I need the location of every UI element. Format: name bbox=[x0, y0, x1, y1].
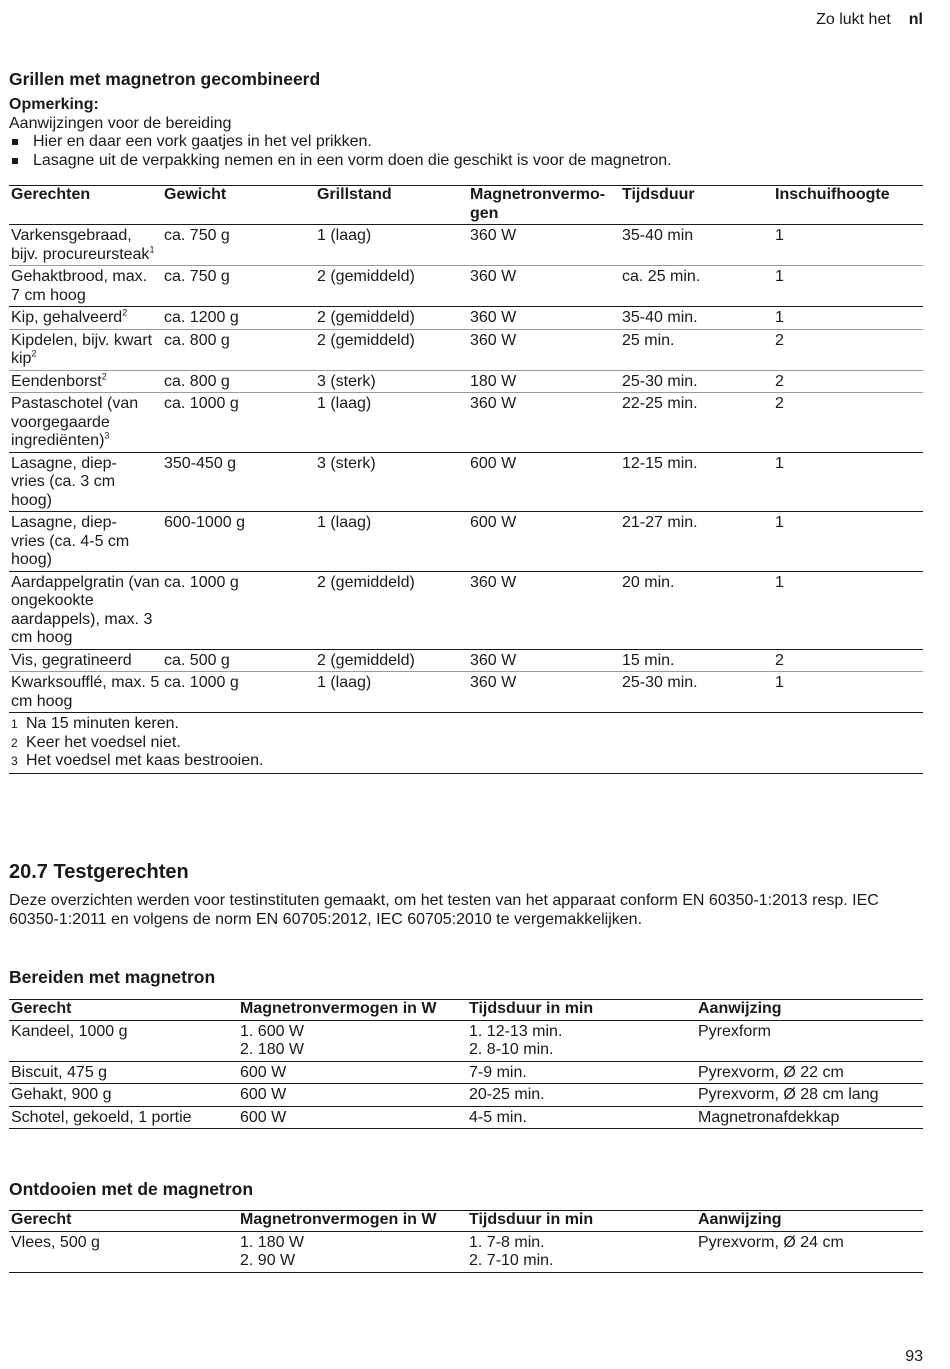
time-cell: 20 min. bbox=[622, 573, 675, 591]
dish-name: Aardappelgratin (van ongekookte aardappels), max. 3 cm hoog bbox=[11, 573, 160, 646]
grill-cell: 3 (sterk) bbox=[317, 454, 376, 472]
footnote-ref: 3 bbox=[104, 430, 110, 441]
time-cell: 12-15 min. bbox=[622, 454, 698, 472]
dish-name: Kwarksoufflé, max. 5 cm hoog bbox=[11, 674, 160, 710]
footnote bbox=[11, 734, 921, 753]
dish-name: Kip, gehalveerd bbox=[11, 309, 123, 326]
defrost-section bbox=[9, 1179, 923, 1199]
level-cell: 2 bbox=[775, 331, 784, 349]
power-cell: 360 W bbox=[470, 395, 517, 412]
weight-cell: 600-1000 g bbox=[164, 514, 245, 531]
weight-cell: ca. 800 g bbox=[164, 331, 230, 349]
page-number: 93 bbox=[905, 1348, 923, 1365]
footnote-mark: 2 bbox=[11, 735, 18, 750]
table-row bbox=[9, 370, 923, 393]
page-header bbox=[816, 11, 923, 30]
column-header: Magnetronvermogen in W bbox=[240, 1211, 437, 1228]
table-row bbox=[9, 329, 923, 370]
level-cell: 2 bbox=[775, 395, 784, 412]
grill-cell: 2 (gemiddeld) bbox=[317, 651, 415, 669]
weight-cell: ca. 800 g bbox=[164, 372, 230, 390]
level-cell: 1 bbox=[775, 674, 784, 691]
dish-cell bbox=[9, 571, 162, 649]
time-cell: 7-9 min. bbox=[469, 1063, 527, 1081]
defrost-table bbox=[9, 1210, 923, 1273]
column-header: Gerecht bbox=[11, 1211, 72, 1228]
table-row bbox=[9, 672, 923, 713]
dish-name: Lasagne, diep- vries (ca. 3 cm hoog) bbox=[11, 454, 117, 509]
table-row bbox=[9, 1061, 923, 1084]
grill-cell: 1 (laag) bbox=[317, 514, 372, 531]
note-bullet: Hier en daar een vork gaatjes in het vel prikken. bbox=[9, 133, 923, 152]
column-header: Magnetronvermo- gen bbox=[470, 186, 606, 222]
column-header: Tijdsduur in min bbox=[469, 1211, 594, 1228]
table-row bbox=[9, 393, 923, 453]
table-row bbox=[9, 1231, 923, 1272]
grill-table-body bbox=[9, 225, 923, 713]
footnote-mark: 3 bbox=[11, 754, 18, 768]
note-cell: Pyrexform bbox=[698, 1022, 771, 1040]
table-row bbox=[9, 307, 923, 330]
table-row bbox=[9, 571, 923, 649]
defrost-table-wrap bbox=[9, 1210, 923, 1273]
dish-cell bbox=[9, 512, 162, 572]
power-cell: 1. 600 W 2. 180 W bbox=[240, 1022, 305, 1058]
footnote-text: Het voedsel met kaas bestrooien. bbox=[26, 752, 264, 769]
weight-cell: ca. 1200 g bbox=[164, 309, 239, 326]
dish-name: Vis, gegratineerd bbox=[11, 651, 132, 669]
dish-cell bbox=[9, 452, 162, 512]
cook-title: Bereiden met magnetron bbox=[9, 967, 216, 987]
time-cell: 4-5 min. bbox=[469, 1108, 527, 1126]
footnote-ref: 2 bbox=[31, 348, 37, 359]
footnote bbox=[11, 715, 921, 734]
time-cell: 22-25 min. bbox=[622, 395, 698, 412]
grill-table-header bbox=[9, 186, 923, 225]
power-cell: 360 W bbox=[470, 309, 517, 326]
dish-cell: Gehakt, 900 g bbox=[11, 1086, 112, 1103]
dish-name: Lasagne, diep- vries (ca. 4-5 cm hoog) bbox=[11, 514, 130, 568]
dish-cell bbox=[9, 672, 162, 713]
note-intro: Aanwijzingen voor de bereiding bbox=[9, 114, 232, 132]
note-bullets bbox=[9, 133, 923, 170]
level-cell: 2 bbox=[775, 651, 784, 669]
defrost-title: Ontdooien met de magnetron bbox=[9, 1179, 254, 1199]
time-cell: 35-40 min. bbox=[622, 309, 698, 326]
power-cell: 360 W bbox=[470, 227, 517, 244]
power-cell: 360 W bbox=[470, 651, 517, 669]
time-cell: 25 min. bbox=[622, 331, 675, 349]
table-row bbox=[9, 512, 923, 572]
time-cell: 25-30 min. bbox=[622, 674, 698, 691]
test-section bbox=[9, 860, 923, 929]
grill-cell: 3 (sterk) bbox=[317, 372, 376, 390]
defrost-table-body bbox=[9, 1231, 923, 1272]
column-header: Inschuifhoogte bbox=[775, 186, 890, 203]
power-cell: 600 W bbox=[240, 1108, 287, 1126]
table-row bbox=[9, 266, 923, 307]
cook-table-wrap bbox=[9, 999, 923, 1129]
power-cell: 600 W bbox=[240, 1086, 287, 1103]
dish-cell bbox=[9, 393, 162, 453]
power-cell: 1. 180 W 2. 90 W bbox=[240, 1233, 305, 1269]
grill-cell: 2 (gemiddeld) bbox=[317, 331, 415, 349]
column-header: Magnetronvermogen in W bbox=[240, 1000, 437, 1017]
note-block bbox=[9, 96, 923, 170]
footnote-mark: 1 bbox=[11, 717, 18, 731]
grill-cell: 2 (gemiddeld) bbox=[317, 268, 415, 285]
column-header: Aanwijzing bbox=[698, 1211, 782, 1228]
test-intro: Deze overzichten werden voor testinstituten gemaakt, om het testen van het apparaat conform EN 60350-1:2013 resp. IEC 60350-1:2011 en volgens de norm EN 60705:2012, IEC 60705:2010 te vergemakkelijken. bbox=[9, 892, 879, 928]
level-cell: 2 bbox=[775, 372, 784, 390]
dish-cell bbox=[9, 225, 162, 266]
note-cell: Pyrexvorm, Ø 28 cm lang bbox=[698, 1086, 879, 1103]
dish-name: Kipdelen, bijv. kwart kip bbox=[11, 331, 153, 367]
column-header: Gerechten bbox=[11, 186, 91, 203]
note-cell: Pyrexvorm, Ø 24 cm bbox=[698, 1233, 844, 1251]
table-row bbox=[9, 452, 923, 512]
table-row bbox=[9, 1106, 923, 1129]
weight-cell: ca. 750 g bbox=[164, 268, 230, 285]
grill-section bbox=[9, 69, 923, 170]
table-row bbox=[9, 1020, 923, 1061]
time-cell: ca. 25 min. bbox=[622, 268, 701, 285]
column-header: Aanwijzing bbox=[698, 1000, 782, 1017]
table-row bbox=[9, 225, 923, 266]
level-cell: 1 bbox=[775, 227, 784, 244]
note-title: Opmerking: bbox=[9, 96, 99, 113]
footnote-ref: 2 bbox=[101, 371, 107, 382]
dish-name: Eendenborst bbox=[11, 372, 102, 390]
column-header: Tijdsduur bbox=[622, 186, 695, 203]
test-title: 20.7 Testgerechten bbox=[9, 861, 189, 883]
footnote-ref: 2 bbox=[122, 307, 128, 318]
note-bullet: Lasagne uit de verpakking nemen en in een vorm doen die geschikt is voor de magnetron. bbox=[9, 152, 923, 171]
weight-cell: ca. 1000 g bbox=[164, 674, 239, 691]
grill-footnotes bbox=[9, 713, 923, 774]
table-row bbox=[9, 1084, 923, 1107]
dish-name: Varkensgebraad, bijv. procureursteak bbox=[11, 227, 150, 263]
level-cell: 1 bbox=[775, 309, 784, 326]
grill-cell: 2 (gemiddeld) bbox=[317, 309, 415, 326]
grill-table-wrap bbox=[9, 185, 923, 774]
note-cell: Magnetronafdekkap bbox=[698, 1108, 840, 1126]
time-cell: 25-30 min. bbox=[622, 372, 698, 390]
power-cell: 360 W bbox=[470, 573, 517, 591]
power-cell: 360 W bbox=[470, 674, 517, 691]
table-row bbox=[9, 649, 923, 672]
dish-name: Gehaktbrood, max. 7 cm hoog bbox=[11, 268, 148, 304]
power-cell: 180 W bbox=[470, 372, 517, 390]
dish-cell bbox=[9, 370, 162, 393]
weight-cell: ca. 750 g bbox=[164, 227, 230, 244]
time-cell: 15 min. bbox=[622, 651, 675, 669]
grill-cell: 1 (laag) bbox=[317, 674, 372, 691]
footnote-text: Na 15 minuten keren. bbox=[26, 715, 179, 732]
defrost-table-header bbox=[9, 1211, 923, 1232]
cook-table bbox=[9, 999, 923, 1129]
footnote bbox=[11, 752, 921, 771]
grill-cell: 1 (laag) bbox=[317, 395, 372, 412]
footnote-ref: 1 bbox=[149, 244, 155, 255]
cook-table-body bbox=[9, 1020, 923, 1129]
time-cell: 20-25 min. bbox=[469, 1086, 545, 1103]
grill-table bbox=[9, 185, 923, 713]
power-cell: 360 W bbox=[470, 331, 517, 349]
dish-cell: Schotel, gekoeld, 1 portie bbox=[11, 1108, 192, 1126]
level-cell: 1 bbox=[775, 573, 784, 591]
weight-cell: ca. 500 g bbox=[164, 651, 230, 669]
dish-cell: Biscuit, 475 g bbox=[11, 1063, 108, 1081]
time-cell: 35-40 min bbox=[622, 227, 694, 244]
grill-cell: 1 (laag) bbox=[317, 227, 372, 244]
power-cell: 600 W bbox=[240, 1063, 287, 1081]
weight-cell: ca. 1000 g bbox=[164, 573, 239, 591]
dish-name: Pastaschotel (van voorgegaarde ingrediënten) bbox=[11, 395, 139, 449]
power-cell: 360 W bbox=[470, 268, 517, 285]
level-cell: 1 bbox=[775, 268, 784, 285]
weight-cell: 350-450 g bbox=[164, 454, 237, 472]
weight-cell: ca. 1000 g bbox=[164, 395, 239, 412]
power-cell: 600 W bbox=[470, 514, 517, 531]
time-cell: 21-27 min. bbox=[622, 514, 698, 531]
column-header: Tijdsduur in min bbox=[469, 1000, 594, 1017]
grill-title: Grillen met magnetron gecombineerd bbox=[9, 69, 321, 89]
footnote-text: Keer het voedsel niet. bbox=[26, 733, 181, 751]
time-cell: 1. 12-13 min. 2. 8-10 min. bbox=[469, 1022, 563, 1058]
grill-cell: 2 (gemiddeld) bbox=[317, 573, 415, 591]
note-cell: Pyrexvorm, Ø 22 cm bbox=[698, 1063, 844, 1081]
column-header: Gewicht bbox=[164, 186, 227, 203]
running-section-title: Zo lukt het bbox=[816, 11, 891, 28]
level-cell: 1 bbox=[775, 514, 784, 531]
dish-cell bbox=[9, 329, 162, 370]
time-cell: 1. 7-8 min. 2. 7-10 min. bbox=[469, 1233, 554, 1269]
dish-cell: Kandeel, 1000 g bbox=[11, 1022, 128, 1040]
dish-cell bbox=[9, 266, 162, 307]
language-code: nl bbox=[908, 11, 923, 28]
power-cell: 600 W bbox=[470, 454, 517, 472]
column-header: Gerecht bbox=[11, 1000, 72, 1017]
dish-cell bbox=[9, 307, 162, 330]
cook-section bbox=[9, 967, 923, 987]
level-cell: 1 bbox=[775, 454, 784, 472]
dish-cell: Vlees, 500 g bbox=[11, 1233, 100, 1251]
cook-table-header bbox=[9, 1000, 923, 1021]
dish-cell bbox=[9, 649, 162, 672]
column-header: Grillstand bbox=[317, 186, 392, 203]
